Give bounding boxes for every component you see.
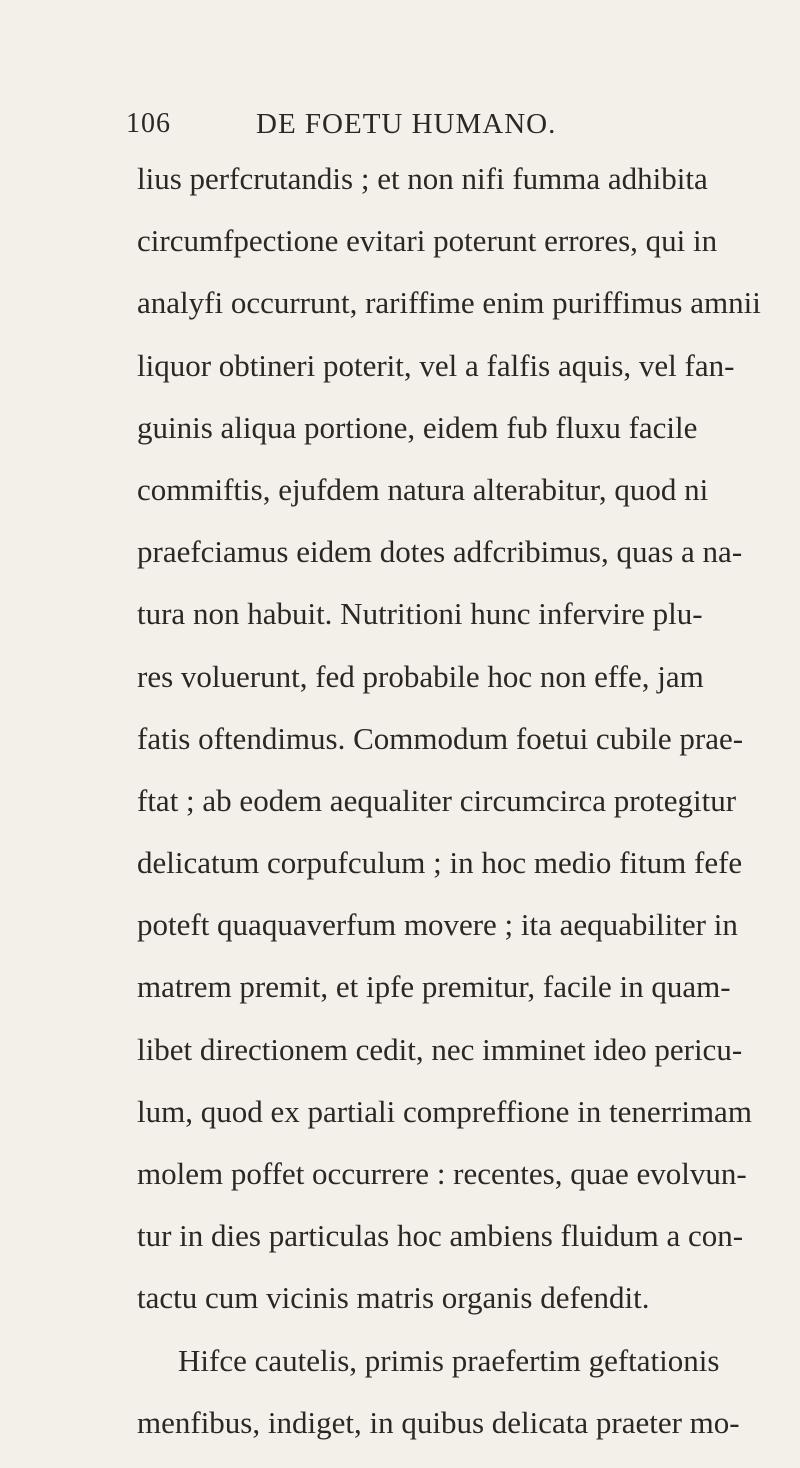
body-text bbox=[137, 148, 761, 1454]
text-line: circumfpectione evitari poterunt errores, qui in bbox=[137, 223, 718, 259]
text-line: molem poffet occurrere : recentes, quae evolvun- bbox=[137, 1156, 747, 1191]
text-line: tura non habuit. Nutritioni hunc infervire plu- bbox=[137, 596, 703, 632]
text-line: poteft quaquaverfum movere ; ita aequabiliter in bbox=[137, 907, 738, 943]
text-line: delicatum corpufculum ; in hoc medio fitum fefe bbox=[137, 845, 743, 881]
text-line: commiftis, ejufdem natura alterabitur, quod ni bbox=[137, 471, 709, 507]
page-number: 106 bbox=[126, 108, 171, 139]
text-line: res voluerunt, fed probabile hoc non effe, jam bbox=[137, 658, 704, 694]
text-line: fatis oftendimus. Commodum foetui cubile prae- bbox=[137, 720, 744, 756]
text-line: lius perfcrutandis ; et non nifi fumma adhibita bbox=[137, 161, 708, 196]
text-line: guinis aliqua portione, eidem fub fluxu facile bbox=[137, 409, 698, 445]
page-header bbox=[0, 108, 800, 152]
text-line: ftat ; ab eodem aequaliter circumcirca protegitur bbox=[137, 782, 737, 818]
text-line: libet directionem cedit, nec imminet ideo pericu- bbox=[137, 1031, 743, 1067]
paragraph-start-line: Hifce cautelis, primis praefertim geftationis bbox=[178, 1342, 720, 1378]
text-line: praefciamus eidem dotes adfcribimus, quas a na- bbox=[137, 534, 743, 570]
text-line: analyfi occurrunt, rariffime enim puriffimus amnii bbox=[137, 285, 761, 321]
running-title: DE FOETU HUMANO. bbox=[256, 108, 557, 140]
text-line: tur in dies particulas hoc ambiens fluidum a con- bbox=[137, 1218, 744, 1254]
text-line: liquor obtineri poterit, vel a falfis aquis, vel fan- bbox=[137, 347, 735, 383]
paragraph-end-line: tactu cum vicinis matris organis defendit. bbox=[137, 1280, 650, 1316]
text-line: menfibus, indiget, in quibus delicata praeter mo- bbox=[137, 1404, 740, 1440]
text-line: matrem premit, et ipfe premitur, facile in quam- bbox=[137, 969, 731, 1005]
text-line: lum, quod ex partiali compreffione in tenerrimam bbox=[137, 1093, 752, 1129]
